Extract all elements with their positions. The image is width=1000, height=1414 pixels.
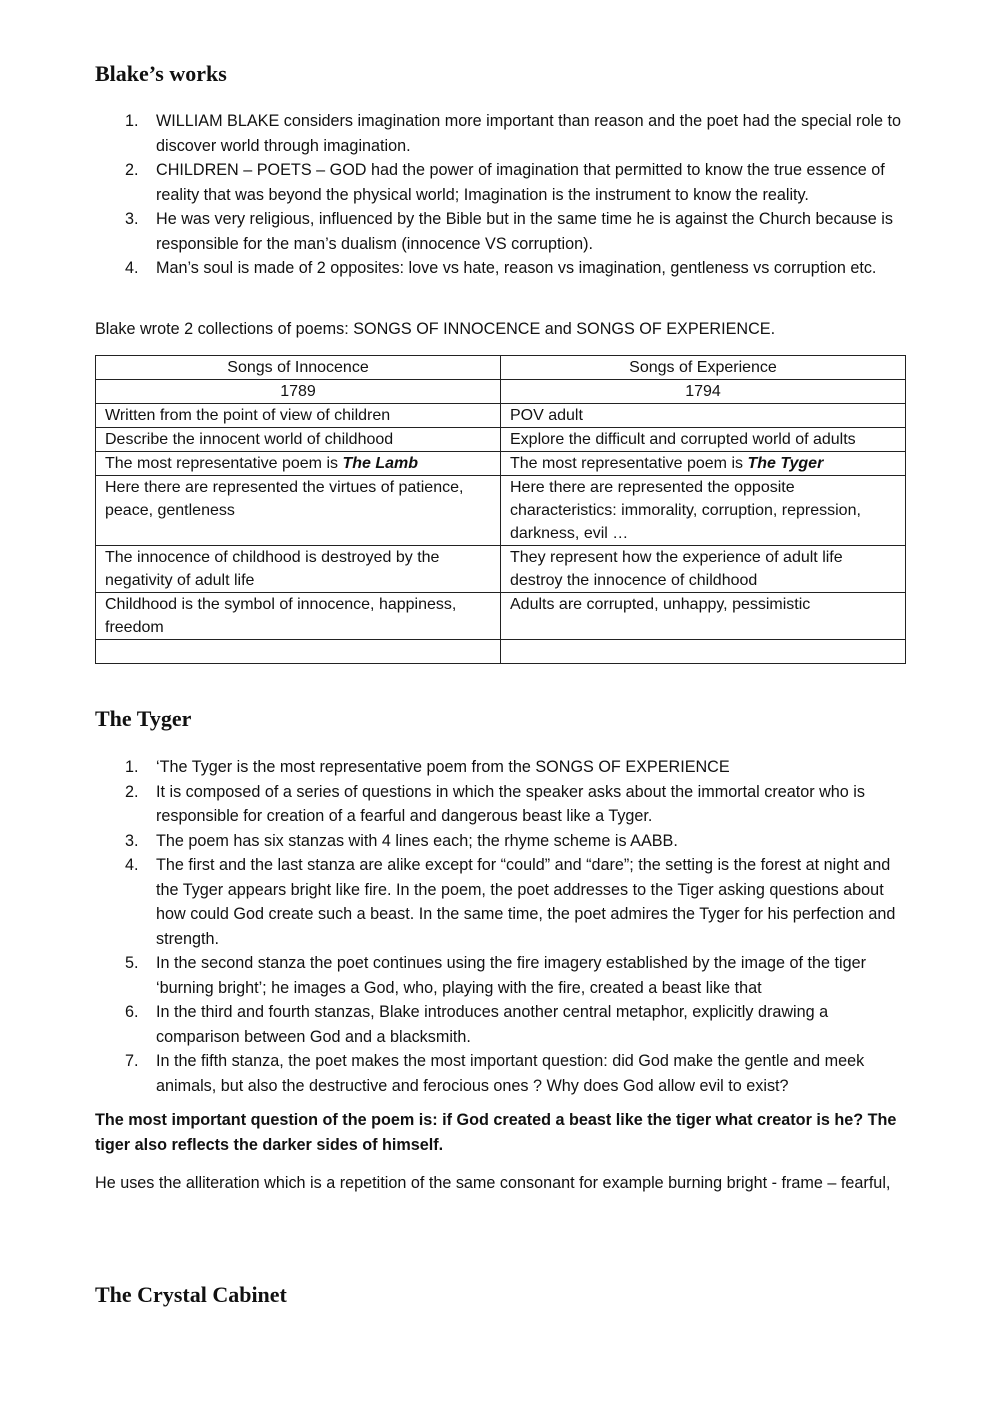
table-cell: The innocence of childhood is destroyed by the negativity of adult life — [96, 546, 501, 593]
table-cell — [96, 640, 501, 664]
representative-prefix: The most representative poem is — [510, 455, 748, 472]
list-number: 5. — [125, 954, 139, 972]
list-item-text: In the fifth stanza, the poet makes the most important question: did God make the gentle and meek animals, but also the destructive and ferocious ones ? Why does God allow evil to exist? — [156, 1052, 865, 1095]
table-row — [96, 428, 906, 452]
songs-comparison-table — [95, 355, 906, 664]
list-number: 1. — [125, 758, 139, 776]
header-songs-of-experience: Songs of Experience — [501, 356, 906, 380]
list-item-text: In the third and fourth stanzas, Blake introduces another central metaphor, explicitly drawing a comparison between God and a blacksmith. — [156, 1003, 829, 1046]
list-item-text: The first and the last stanza are alike except for “could” and “dare”; the setting is the forest at night and the Tyger appears bright like fire. In the poem, the poet addresses to the Tiger asking questions about how could God create such a beast. In the same time, the poet admires the Tyger for his perfection and strength. — [156, 856, 896, 948]
list-item-text: The poem has six stanzas with 4 lines each; the rhyme scheme is AABB. — [156, 831, 678, 850]
blakes-works-list — [95, 109, 905, 281]
table-cell — [501, 640, 906, 664]
table-header-row — [96, 356, 906, 380]
list-item — [95, 1049, 905, 1098]
list-number: 4. — [125, 259, 139, 277]
section-title-crystal-cabinet: The Crystal Cabinet — [95, 1282, 287, 1307]
list-number: 3. — [125, 831, 139, 850]
alliteration-paragraph: He uses the alliteration which is a repetition of the same consonant for example burning bright - frame – fearful, — [95, 1174, 891, 1192]
header-songs-of-innocence: Songs of Innocence — [96, 356, 501, 380]
list-item-text: ‘The Tyger is the most representative poem from the SONGS OF EXPERIENCE — [156, 758, 730, 776]
table-cell: They represent how the experience of adult life destroy the innocence of childhood — [501, 546, 906, 593]
list-item-text: He was very religious, influenced by the Bible but in the same time he is against the Church because is responsible for the man’s dualism (innocence VS corruption). — [156, 210, 893, 253]
list-number: 4. — [125, 856, 139, 874]
list-number: 6. — [125, 1003, 139, 1021]
list-item — [95, 755, 905, 780]
table-row — [96, 593, 906, 640]
collections-paragraph: Blake wrote 2 collections of poems: SONGS OF INNOCENCE and SONGS OF EXPERIENCE. — [95, 320, 776, 338]
table-cell: POV adult — [501, 404, 906, 428]
the-tyger-list — [95, 755, 905, 1098]
list-item — [95, 109, 905, 158]
table-cell: Adults are corrupted, unhappy, pessimistic — [501, 593, 906, 640]
list-item-text: It is composed of a series of questions in which the speaker asks about the immortal creator who is responsible for creation of a fearful and dangerous beast like a Tyger. — [156, 782, 865, 825]
table-cell: Describe the innocent world of childhood — [96, 428, 501, 452]
table-cell: Here there are represented the opposite characteristics: immorality, corruption, repression, darkness, evil … — [501, 476, 906, 546]
list-item — [95, 158, 905, 207]
list-item — [95, 207, 905, 256]
year-experience: 1794 — [501, 380, 906, 404]
list-item-text: WILLIAM BLAKE considers imagination more important than reason and the poet had the special role to discover world through imagination. — [156, 112, 902, 155]
list-item-text: Man’s soul is made of 2 opposites: love vs hate, reason vs imagination, gentleness vs corruption etc. — [156, 259, 877, 277]
table-row-representative — [96, 452, 906, 476]
list-number: 1. — [125, 112, 139, 130]
list-item — [95, 951, 905, 1000]
list-item-text: In the second stanza the poet continues using the fire imagery established by the image of the tiger ‘burning bright’; he images a God, who, playing with the fire, created a beast like that — [156, 954, 866, 997]
table-row — [96, 404, 906, 428]
table-cell — [96, 452, 501, 476]
list-item — [95, 780, 905, 829]
year-innocence: 1789 — [96, 380, 501, 404]
list-item — [95, 1000, 905, 1049]
table-year-row — [96, 380, 906, 404]
table-cell: Childhood is the symbol of innocence, happiness, freedom — [96, 593, 501, 640]
section-title-the-tyger: The Tyger — [95, 706, 192, 731]
table-row — [96, 476, 906, 546]
table-cell: Here there are represented the virtues of patience, peace, gentleness — [96, 476, 501, 546]
table-empty-row — [96, 640, 906, 664]
table-cell: Explore the difficult and corrupted world of adults — [501, 428, 906, 452]
poem-title-the-tyger: The Tyger — [747, 455, 824, 472]
section-title-blakes-works: Blake’s works — [95, 61, 227, 86]
table-cell: Written from the point of view of children — [96, 404, 501, 428]
list-item — [95, 829, 905, 854]
representative-prefix: The most representative poem is — [105, 455, 343, 472]
table-row — [96, 546, 906, 593]
list-item — [95, 853, 905, 951]
list-item — [95, 256, 905, 281]
list-item-text: CHILDREN – POETS – GOD had the power of imagination that permitted to know the true essence of reality that was beyond the physical world; Imagination is the instrument to know the reality. — [156, 161, 885, 204]
key-question-paragraph: The most important question of the poem is: if God created a beast like the tiger what creator is he? The tiger also reflects the darker sides of himself. — [95, 1111, 897, 1154]
list-number: 2. — [125, 782, 139, 801]
poem-title-the-lamb: The Lamb — [342, 455, 418, 472]
list-number: 2. — [125, 161, 139, 179]
list-number: 3. — [125, 210, 139, 228]
list-number: 7. — [125, 1052, 139, 1070]
table-cell — [501, 452, 906, 476]
